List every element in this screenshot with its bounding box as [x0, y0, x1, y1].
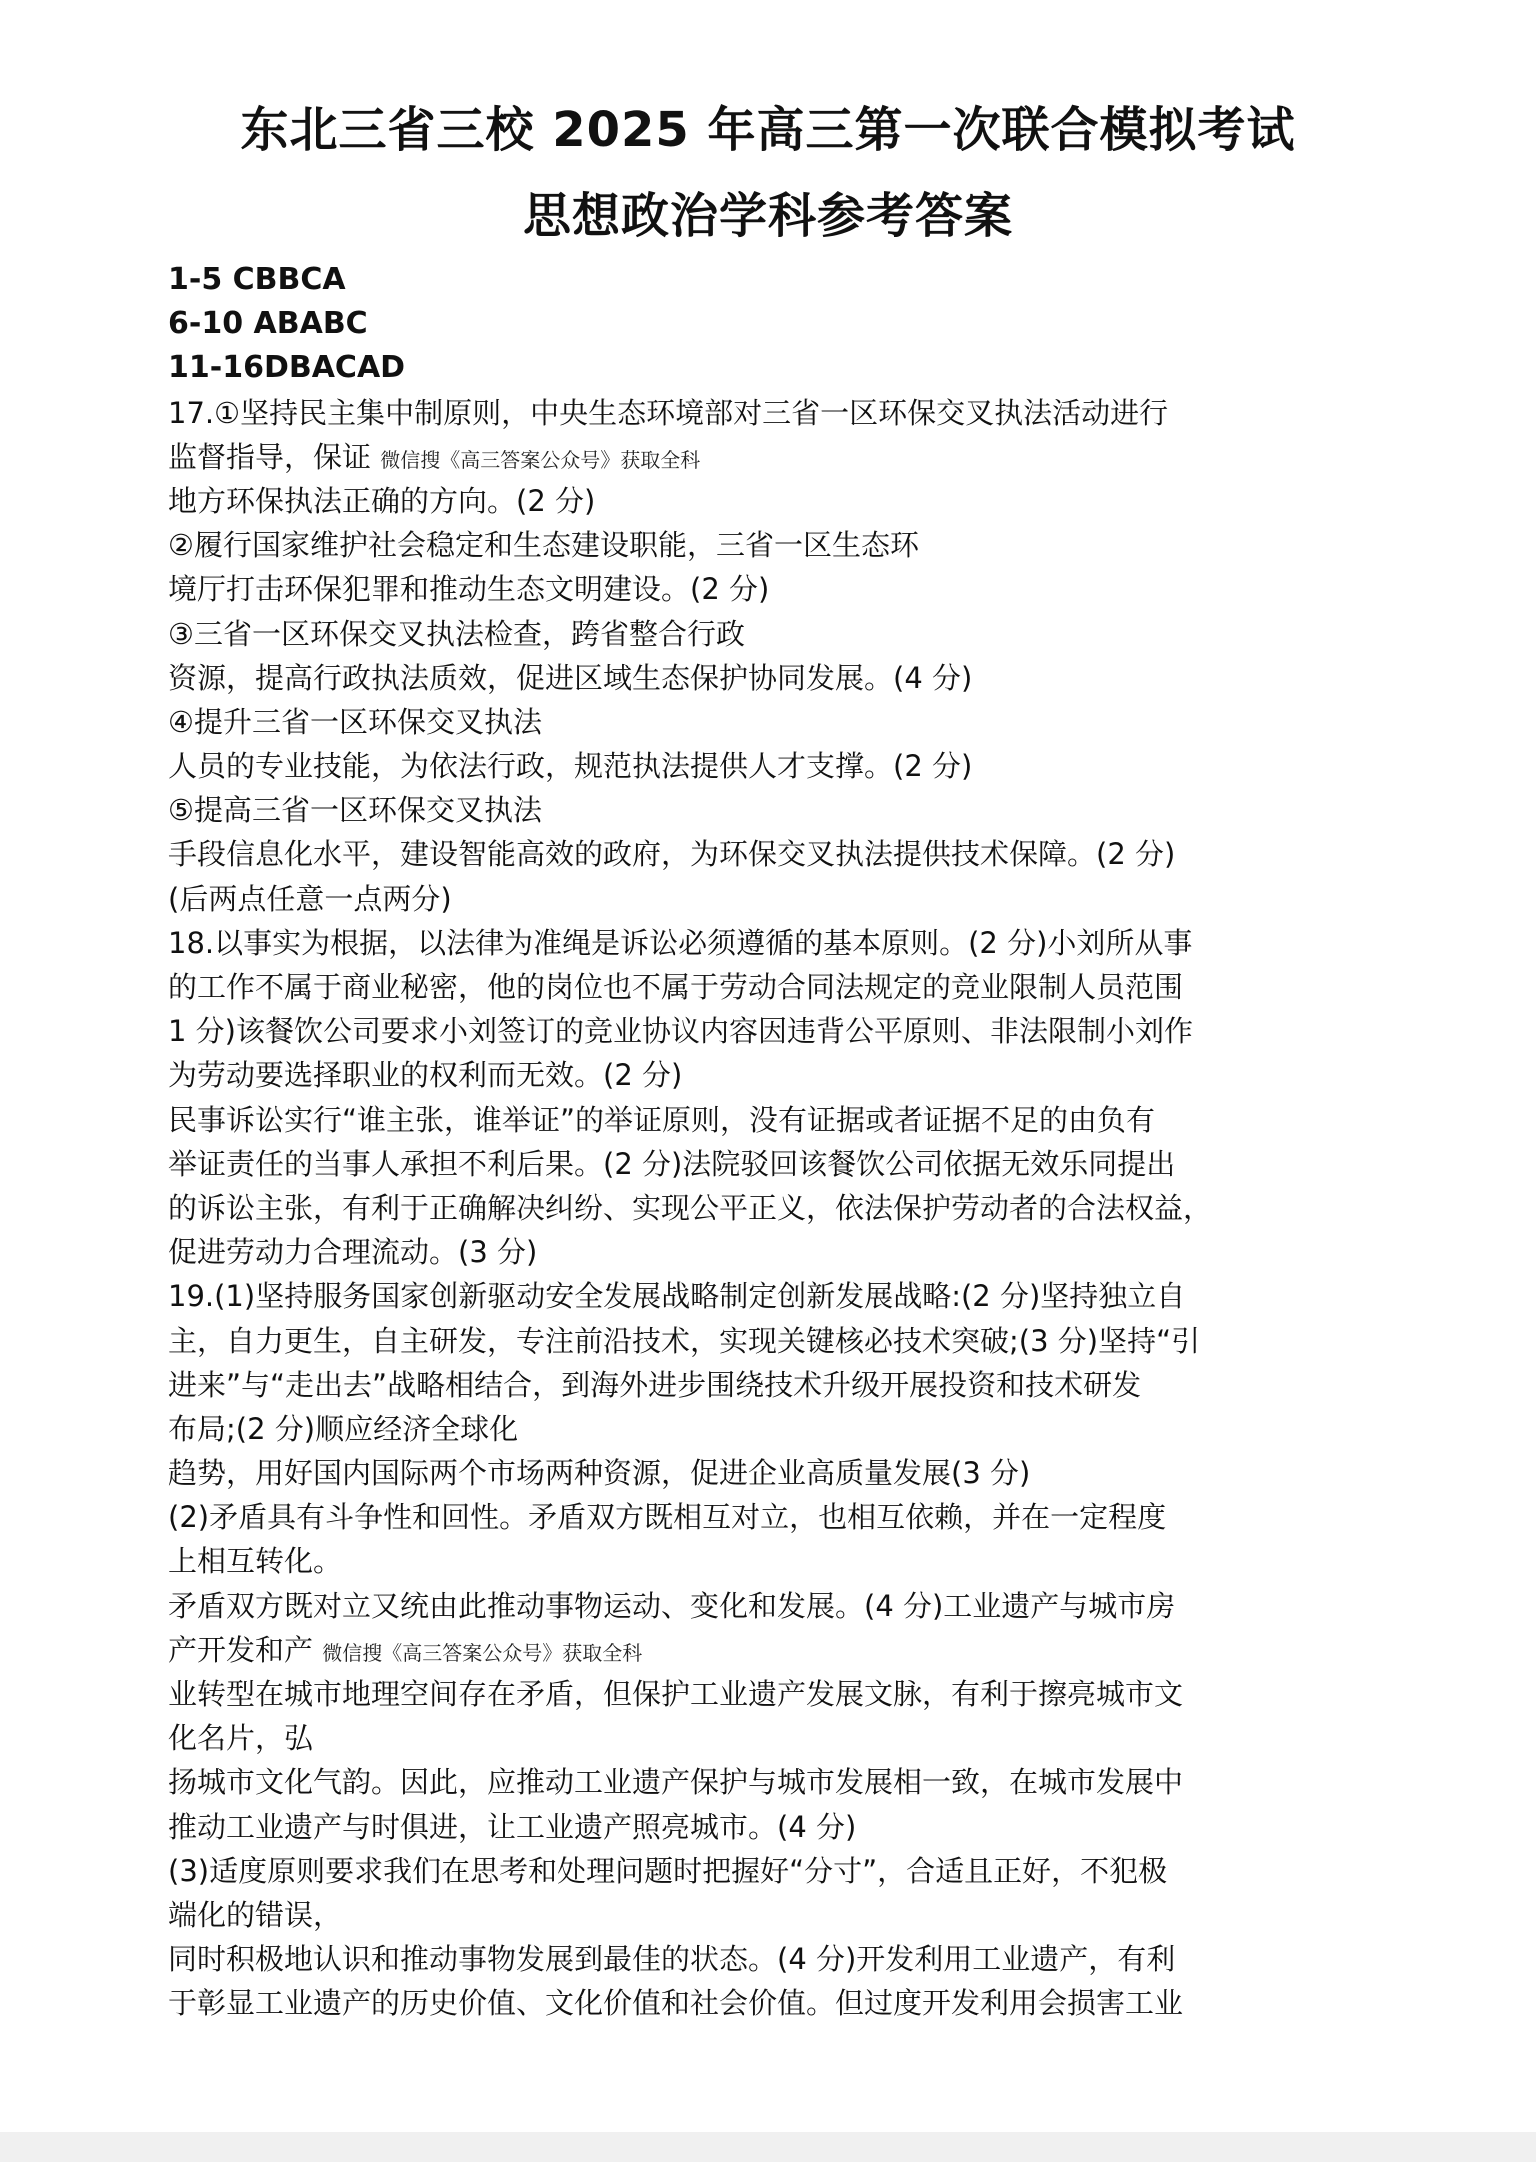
- q18-line: 18.以事实为根据，以法律为准绳是诉讼必须遵循的基本原则。(2 分)小刘所从事: [168, 925, 1193, 960]
- q19-line: 推动工业遗产与时俱进，让工业遗产照亮城市。(4 分): [168, 1809, 857, 1844]
- q19-line: 矛盾双方既对立又统由此推动事物运动、变化和发展。(4 分)工业遗产与城市房: [168, 1588, 1176, 1623]
- q19-line: 趋势，用好国内国际两个市场两种资源，促进企业高质量发展(3 分): [168, 1456, 1031, 1491]
- q19-line: 主，自力更生，自主研发，专注前沿技术，实现关键核必技术突破;(3 分)坚持“引: [168, 1323, 1201, 1358]
- q17-line: 17.①坚持民主集中制原则，中央生态环境部对三省一区环保交叉执法活动进行: [168, 395, 1169, 430]
- q18-line: 1 分)该餐饮公司要求小刘签订的竞业协议内容因违背公平原则、非法限制小刘作: [168, 1014, 1193, 1049]
- q17-line: 手段信息化水平，建设智能高效的政府，为环保交叉执法提供技术保障。(2 分): [168, 837, 1176, 872]
- q19-line: 化名片，弘: [168, 1721, 314, 1756]
- q18-line: 举证责任的当事人承担不利后果。(2 分)法院驳回该餐饮公司依据无效乐同提出: [168, 1146, 1176, 1181]
- q17-line: 资源，提高行政执法质效，促进区域生态保护协同发展。(4 分): [168, 660, 973, 695]
- q17-line: ②履行国家维护社会稳定和生态建设职能，三省一区生态环: [168, 528, 919, 563]
- document-subtitle: 思想政治学科参考答案: [522, 188, 1013, 244]
- document-title: 东北三省三校 2025 年高三第一次联合模拟考试: [240, 102, 1296, 158]
- q17-line: [168, 435, 1368, 479]
- q17-line: ⑤提高三省一区环保交叉执法: [168, 793, 542, 828]
- answers-1-5: 1-5 CBBCA: [168, 262, 346, 297]
- q19-line: (2)矛盾具有斗争性和回性。矛盾双方既相互对立，也相互依赖，并在一定程度: [168, 1500, 1167, 1535]
- q18-line: 为劳动要选择职业的权利而无效。(2 分): [168, 1058, 683, 1093]
- q19-line: 19.(1)坚持服务国家创新驱动安全发展战略制定创新发展战略:(2 分)坚持独立自: [168, 1279, 1186, 1314]
- q19-line: (3)适度原则要求我们在思考和处理问题时把握好“分寸”，合适且正好，不犯极: [168, 1853, 1168, 1888]
- q17-line: ③三省一区环保交叉执法检查，跨省整合行政: [168, 616, 745, 651]
- q19-line: 上相互转化。: [168, 1544, 343, 1579]
- q17-text: 监督指导，保证: [168, 439, 372, 474]
- q19-line: 于彰显工业遗产的历史价值、文化价值和社会价值。但过度开发利用会损害工业: [168, 1986, 1184, 2021]
- q19-line: 同时积极地认识和推动事物发展到最佳的状态。(4 分)开发利用工业遗产，有利: [168, 1942, 1176, 1977]
- q18-line: 的工作不属于商业秘密，他的岗位也不属于劳动合同法规定的竞业限制人员范围: [168, 970, 1184, 1004]
- answers-11-16: 11-16DBACAD: [168, 350, 406, 386]
- watermark-text: 微信搜《高三答案公众号》获取全科: [322, 1640, 643, 1665]
- q19-line: 布局;(2 分)顺应经济全球化: [168, 1411, 519, 1446]
- q18-line: 的诉讼主张，有利于正确解决纠纷、实现公平正义，依法保护劳动者的合法权益，: [168, 1190, 1213, 1225]
- q17-line: ④提升三省一区环保交叉执法: [168, 704, 542, 739]
- q19-text: 产开发和产: [168, 1632, 314, 1667]
- q19-line: 端化的错误，: [168, 1897, 343, 1932]
- watermark-text: 微信搜《高三答案公众号》获取全科: [380, 447, 701, 472]
- q18-line: 促进劳动力合理流动。(3 分): [168, 1235, 538, 1270]
- answer-body: [168, 258, 1368, 2026]
- q17-line: 境厅打击环保犯罪和推动生态文明建设。(2 分): [168, 572, 770, 607]
- q17-line: (后两点任意一点两分): [168, 881, 452, 916]
- page-bottom-band: [0, 2132, 1536, 2162]
- q19-line: 扬城市文化气韵。因此，应推动工业遗产保护与城市发展相一致，在城市发展中: [168, 1765, 1184, 1800]
- q18-line: 民事诉讼实行“谁主张，谁举证”的举证原则，没有证据或者证据不足的由负有: [168, 1102, 1156, 1137]
- q19-line: 进来”与“走出去”战略相结合，到海外进步围绕技术升级开展投资和技术研发: [168, 1367, 1142, 1402]
- q19-line: 业转型在城市地理空间存在矛盾，但保护工业遗产发展文脉，有利于擦亮城市文: [168, 1677, 1184, 1711]
- q17-line: 人员的专业技能，为依法行政，规范执法提供人才支撑。(2 分): [168, 749, 973, 784]
- answers-6-10: 6-10 ABABC: [168, 306, 368, 342]
- q19-line: [168, 1628, 1368, 1672]
- q17-line: 地方环保执法正确的方向。(2 分): [168, 483, 596, 518]
